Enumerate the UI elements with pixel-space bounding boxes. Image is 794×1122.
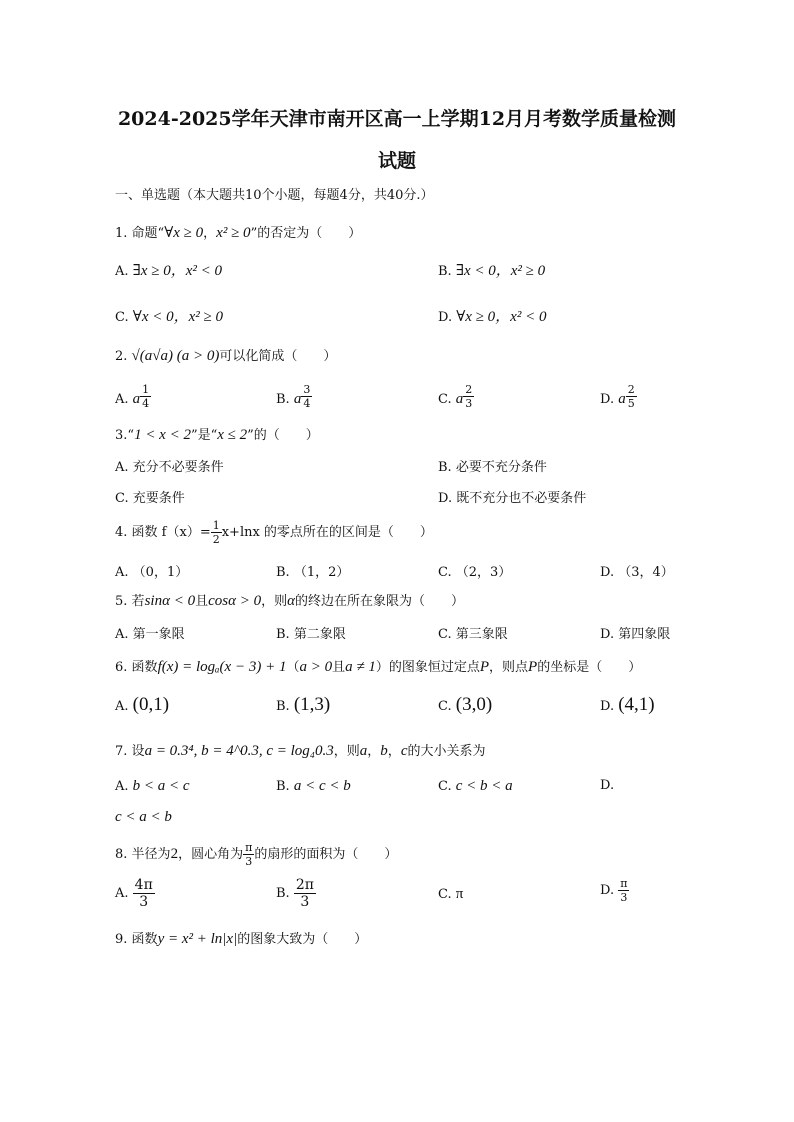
- math-expression: 2: [170, 846, 179, 862]
- math-expression: 1 < x < 2: [134, 427, 191, 443]
- option-a[interactable]: [115, 878, 155, 909]
- question-text: ，圆心角为: [178, 847, 244, 862]
- option-label: B.: [276, 392, 290, 407]
- question-text: 的大小关系为: [407, 744, 486, 759]
- option-a[interactable]: [115, 778, 190, 795]
- option-label: C.: [438, 887, 452, 902]
- fraction: [243, 842, 254, 867]
- math-expression: cosα > 0: [208, 593, 262, 609]
- question-text: “: [127, 428, 135, 443]
- option-label: C.: [438, 565, 452, 580]
- option-label: A.: [115, 264, 129, 279]
- power-base: a: [618, 391, 626, 407]
- option-d[interactable]: [438, 487, 586, 506]
- option-c[interactable]: [115, 487, 185, 506]
- option-label: A.: [115, 699, 129, 714]
- fraction-denominator: 3: [300, 894, 310, 910]
- fraction-denominator: 3: [620, 891, 628, 904]
- option-label: A.: [115, 627, 129, 642]
- option-d[interactable]: [600, 694, 655, 716]
- option-label: C.: [438, 627, 452, 642]
- option-c[interactable]: [438, 623, 508, 642]
- option-c[interactable]: [438, 384, 474, 409]
- option-text: （2，3）: [455, 565, 512, 580]
- option-a[interactable]: [115, 561, 188, 580]
- option-label: D.: [600, 883, 615, 898]
- fraction-numerator: 2: [465, 383, 473, 396]
- option-text: 必要不充分条件: [455, 460, 547, 475]
- fraction-exponent: [140, 384, 151, 409]
- option-math: a < c < b: [293, 778, 351, 794]
- option-label: B.: [438, 460, 452, 475]
- option-label: D.: [600, 565, 615, 580]
- option-math: π: [455, 886, 464, 902]
- option-label: D.: [600, 627, 615, 642]
- question-6: [115, 656, 641, 676]
- option-c[interactable]: [115, 305, 223, 326]
- question-text: 函数 f（x）=: [131, 525, 211, 540]
- option-label: D.: [600, 699, 615, 714]
- option-a[interactable]: [115, 623, 185, 642]
- option-text: 第四象限: [618, 627, 671, 642]
- option-text: 第二象限: [293, 627, 346, 642]
- math-expression: x ≤ 2: [217, 427, 248, 443]
- option-label: C.: [115, 310, 129, 325]
- question-text: ，则点: [489, 660, 529, 675]
- question-4: [115, 520, 433, 545]
- question-text: ，: [367, 744, 381, 759]
- question-text: 的扇形的面积为（ ）: [254, 847, 398, 862]
- math-expression: y = x² + ln|x|: [157, 931, 238, 947]
- document-title-line-2: 试题: [377, 150, 416, 172]
- question-number: 3.: [115, 428, 128, 443]
- power-base: a: [293, 391, 302, 407]
- math-expression: x² ≥ 0: [216, 225, 251, 241]
- question-text: ”的否定为（ ）: [250, 226, 362, 241]
- power-base: a: [132, 391, 141, 407]
- fraction-numerator: 1: [142, 383, 150, 396]
- option-label: B.: [276, 565, 290, 580]
- question-number: 8.: [115, 847, 128, 862]
- fraction-exponent: [301, 384, 312, 409]
- math-expression: ∀x ≥ 0: [164, 225, 204, 241]
- option-d[interactable]: [600, 878, 629, 903]
- option-label: C.: [438, 779, 452, 794]
- question-text: 且: [332, 660, 346, 675]
- question-5: [115, 590, 464, 610]
- option-d[interactable]: [438, 305, 546, 326]
- math-expression: √(a√a) (a > 0): [131, 348, 220, 364]
- math-expression: a = 0.3⁴, b = 4^0.3, c = log₄0.3: [144, 743, 334, 759]
- option-label: C.: [438, 699, 452, 714]
- question-text: ，则: [333, 744, 360, 759]
- question-number: 2.: [115, 349, 128, 364]
- fraction-numerator: 3: [303, 383, 311, 396]
- document-title-line-1: 2024-2025学年天津市南开区高一上学期12月月考数学质量检测: [117, 108, 677, 130]
- option-label: B.: [276, 779, 290, 794]
- option-math: ∀x ≥ 0，x² < 0: [456, 309, 547, 325]
- option-label: A.: [115, 460, 129, 475]
- question-number: 5.: [115, 594, 128, 609]
- option-b[interactable]: [276, 561, 349, 580]
- fraction-denominator: 3: [465, 397, 473, 410]
- fraction-numerator: 4π: [134, 877, 153, 893]
- question-number: 9.: [115, 932, 128, 947]
- question-3: [115, 424, 319, 444]
- fraction-exponent: [463, 384, 474, 409]
- question-number: 1.: [115, 226, 128, 241]
- option-math: (3,0): [455, 694, 493, 715]
- question-text: ）的图象恒过定点: [375, 660, 480, 675]
- option-label: D.: [600, 778, 615, 793]
- question-text: 的终边在所在象限为（ ）: [294, 594, 464, 609]
- option-label: B.: [276, 627, 290, 642]
- fraction-denominator: 2: [212, 533, 220, 546]
- math-expression: P: [479, 659, 490, 675]
- fraction: [618, 878, 629, 903]
- option-text: （0，1）: [132, 565, 189, 580]
- option-math: ∃x < 0，x² ≥ 0: [455, 263, 546, 279]
- option-text: 充要条件: [132, 491, 185, 506]
- math-expression: sinα < 0: [144, 593, 196, 609]
- question-7: [115, 740, 486, 760]
- question-text: 若: [131, 594, 145, 609]
- option-b[interactable]: [438, 456, 547, 475]
- option-text: 充分不必要条件: [132, 460, 224, 475]
- fraction-denominator: 4: [142, 397, 150, 410]
- option-label: A.: [115, 886, 129, 901]
- fraction-numerator: 2π: [295, 877, 314, 893]
- option-label: B.: [276, 699, 290, 714]
- option-d[interactable]: [600, 561, 674, 580]
- math-expression: P: [528, 659, 538, 675]
- option-d-continuation: [115, 809, 172, 826]
- option-label: D.: [438, 310, 453, 325]
- option-math: ∃x ≥ 0，x² < 0: [132, 263, 222, 279]
- fraction: [211, 520, 222, 545]
- option-d[interactable]: [600, 778, 614, 793]
- question-text: 半径为: [131, 847, 171, 862]
- question-text: （: [286, 660, 300, 675]
- fraction-exponent: [626, 384, 637, 409]
- question-text: ，则: [261, 594, 288, 609]
- question-9: [115, 928, 367, 948]
- option-b[interactable]: [438, 259, 545, 280]
- option-label: C.: [115, 491, 129, 506]
- fraction-denominator: 5: [627, 397, 635, 410]
- option-math: (1,3): [293, 694, 331, 715]
- question-text: 可以化简成（ ）: [219, 349, 337, 364]
- question-text: ”是“: [190, 428, 218, 443]
- option-math: (4,1): [618, 694, 655, 715]
- option-c[interactable]: [438, 886, 463, 903]
- option-b[interactable]: [276, 694, 330, 716]
- question-text: 的图象大致为（ ）: [237, 932, 368, 947]
- question-1: [115, 222, 361, 242]
- question-number: 7.: [115, 744, 128, 759]
- question-text: 设: [131, 744, 145, 759]
- section-header: 一、单选题（本大题共10个小题，每题4分，共40分.）: [115, 188, 434, 203]
- fraction: [294, 878, 316, 909]
- question-number: 4.: [115, 525, 128, 540]
- option-label: B.: [276, 886, 290, 901]
- math-expression: a ≠ 1: [345, 659, 376, 675]
- option-c[interactable]: [438, 778, 513, 795]
- option-text: （1，2）: [293, 565, 350, 580]
- option-d[interactable]: [600, 384, 637, 409]
- option-label: C.: [438, 392, 452, 407]
- fraction-numerator: π: [245, 841, 253, 854]
- fraction-numerator: 2: [627, 383, 635, 396]
- question-text: x+lnx 的零点所在的区间是（ ）: [221, 525, 433, 540]
- option-a[interactable]: [115, 384, 151, 409]
- option-text: 第一象限: [132, 627, 185, 642]
- option-b[interactable]: [276, 778, 351, 795]
- fraction-denominator: 3: [245, 855, 253, 868]
- option-a[interactable]: [115, 259, 222, 280]
- question-8: [115, 842, 397, 867]
- option-label: D.: [438, 491, 453, 506]
- option-math: c < b < a: [455, 778, 513, 794]
- option-c[interactable]: [438, 561, 511, 580]
- option-c[interactable]: [438, 694, 492, 716]
- option-label: D.: [600, 392, 615, 407]
- option-label: A.: [115, 779, 129, 794]
- math-expression: a > 0: [299, 659, 333, 675]
- option-label: B.: [438, 264, 452, 279]
- fraction-numerator: 1: [212, 519, 220, 532]
- math-expression: b: [380, 743, 388, 759]
- question-text: 的坐标是（ ）: [537, 660, 642, 675]
- fraction-numerator: π: [620, 877, 628, 890]
- question-number: 6.: [115, 660, 128, 675]
- option-a[interactable]: [115, 456, 224, 475]
- fraction-denominator: 4: [303, 397, 311, 410]
- option-label: A.: [115, 565, 129, 580]
- option-d[interactable]: [600, 623, 670, 642]
- question-text: 且: [195, 594, 209, 609]
- question-2: [115, 345, 336, 365]
- math-expression: f(x) = logₐ(x − 3) + 1: [157, 659, 287, 675]
- option-b[interactable]: [276, 878, 316, 909]
- fraction-denominator: 3: [139, 894, 149, 910]
- option-math: c < a < b: [115, 809, 172, 825]
- option-b[interactable]: [276, 384, 312, 409]
- option-text: 既不充分也不必要条件: [456, 491, 587, 506]
- option-a[interactable]: [115, 694, 169, 716]
- math-expression: a: [359, 743, 368, 759]
- power-base: a: [455, 391, 464, 407]
- question-text: ”的（ ）: [247, 428, 319, 443]
- option-math: ∀x < 0，x² ≥ 0: [132, 309, 223, 325]
- math-expression: c: [400, 743, 408, 759]
- option-label: A.: [115, 392, 129, 407]
- math-expression: α: [287, 593, 295, 609]
- question-text: 函数: [131, 660, 158, 675]
- fraction: [133, 878, 155, 909]
- option-text: 第三象限: [455, 627, 508, 642]
- question-text: ，: [203, 226, 217, 241]
- question-text: ，: [387, 744, 401, 759]
- option-math: (0,1): [132, 694, 170, 715]
- option-b[interactable]: [276, 623, 346, 642]
- option-text: （3，4）: [618, 565, 674, 580]
- question-text: 函数: [131, 932, 158, 947]
- option-math: b < a < c: [132, 778, 190, 794]
- question-text: 命题“: [131, 226, 165, 241]
